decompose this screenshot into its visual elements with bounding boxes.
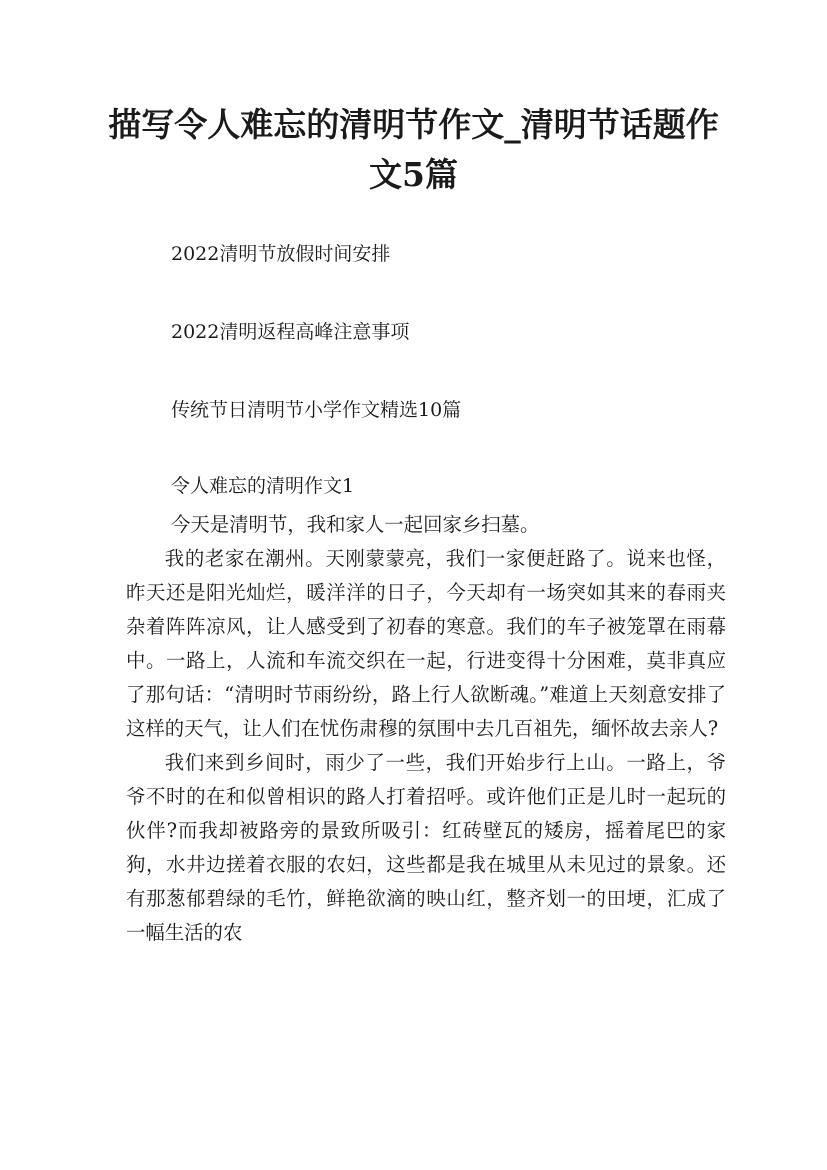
related-link-essay-collection[interactable]: 传统节日清明节小学作文精选10篇 [171, 399, 462, 421]
essay-paragraph: 我的老家在潮州。天刚蒙蒙亮，我们一家便赶路了。说来也怪，昨天还是阳光灿烂，暖洋洋的日子，今天却有一场突如其来的春雨夹杂着阵阵凉风，让人感受到了初春的寒意。我们的车子被笼罩在雨幕中。一路上，人流和车流交织在一起，行进变得十分困难，莫非真应了那句话：“清明时节雨纷纷，路上行人欲断魂。”难道上天刻意安排了这样的天气，让人们在忧伤肃穆的氛围中去几百祖先，缅怀故去亲人? [126, 547, 726, 740]
essay-body [126, 508, 726, 950]
essay-heading: 令人难忘的清明作文1 [171, 475, 355, 497]
essay-paragraph: 我们来到乡间时，雨少了一些，我们开始步行上山。一路上，爷爷不时的在和似曾相识的路人打着招呼。或许他们正是儿时一起玩的伙伴?而我却被路旁的景致所吸引：红砖壁瓦的矮房，摇着尾巴的家狗，水井边搓着衣服的农妇，这些都是我在城里从未见过的景象。还有那葱郁碧绿的毛竹，鲜艳欲滴的映山红，整齐划一的田埂，汇成了一幅生活的农 [126, 751, 726, 944]
essay-paragraph: 今天是清明节，我和家人一起回家乡扫墓。 [171, 513, 540, 536]
document-title: 描写令人难忘的清明节作文_清明节话题作文5篇 [108, 105, 719, 194]
related-link-return-peak[interactable]: 2022清明返程高峰注意事项 [171, 321, 410, 343]
related-link-holiday-schedule[interactable]: 2022清明节放假时间安排 [171, 243, 391, 265]
